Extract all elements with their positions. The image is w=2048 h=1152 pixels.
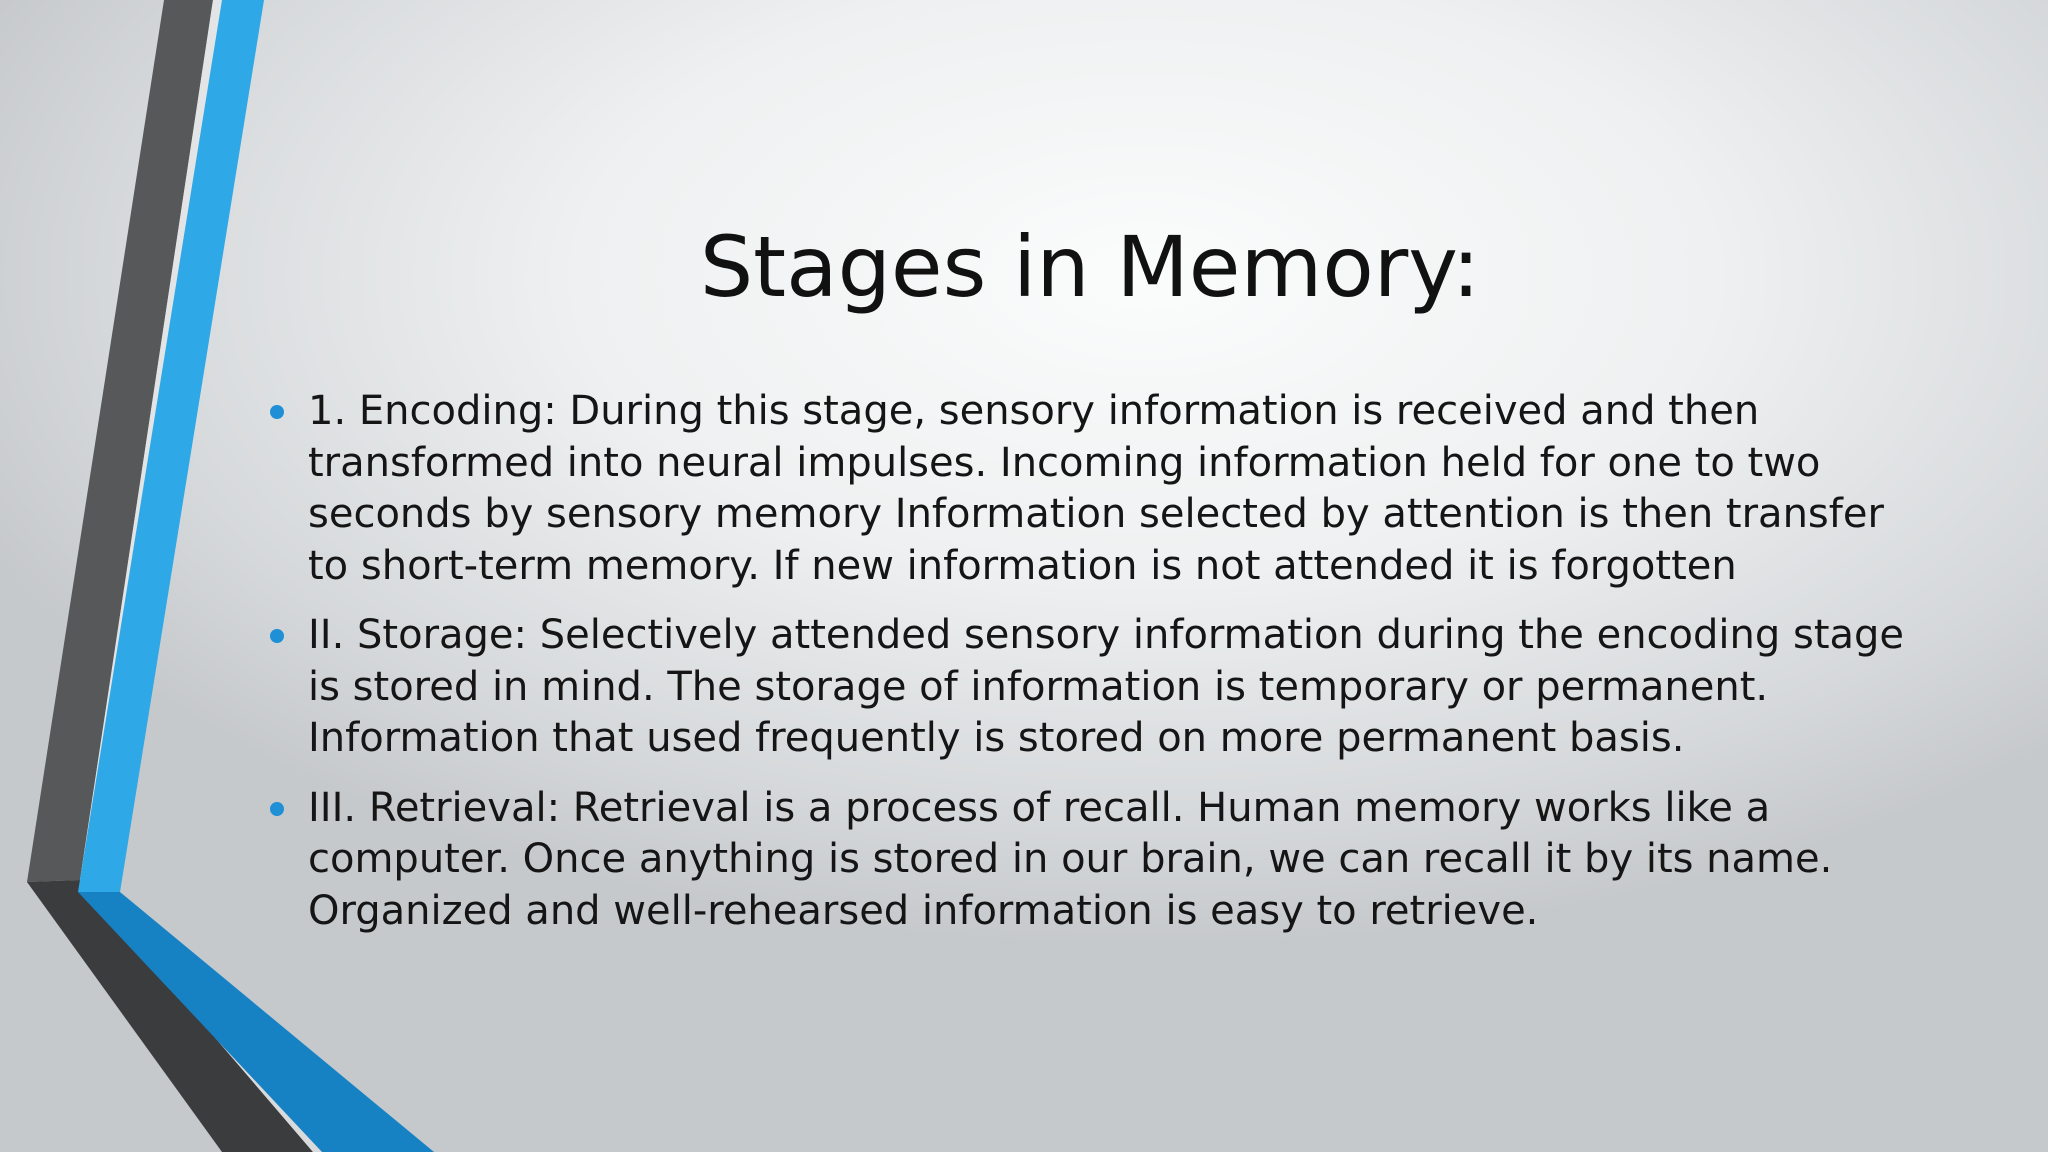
bullet-retrieval xyxy=(270,783,1930,938)
bullet-text: 1. Encoding: During this stage, sensory information is received and then transformed into neural impulses. Incoming information held for one to two seconds by sensory memory Information selected by attention is then transfer to short-term memory. If new information is not attended it is forgotten xyxy=(308,388,1884,589)
bullet-text: II. Storage: Selectively attended sensory information during the encoding stage is stored in mind. The storage of information is temporary or permanent. Information that used frequently is stored on more permanent basis. xyxy=(308,612,1905,761)
bullet-encoding xyxy=(270,386,1930,592)
slide-title: Stages in Memory: xyxy=(699,218,1481,316)
bullet-dot-icon xyxy=(270,405,284,419)
bullet-dot-icon xyxy=(270,629,284,643)
bullet-text: III. Retrieval: Retrieval is a process of recall. Human memory works like a computer. Once anything is stored in our brain, we can recall it by its name. Organized and well-rehearsed information is easy to retrieve. xyxy=(308,784,1833,934)
bullet-dot-icon xyxy=(270,802,284,816)
bullet-list xyxy=(270,386,1930,955)
bullet-storage xyxy=(270,610,1930,765)
